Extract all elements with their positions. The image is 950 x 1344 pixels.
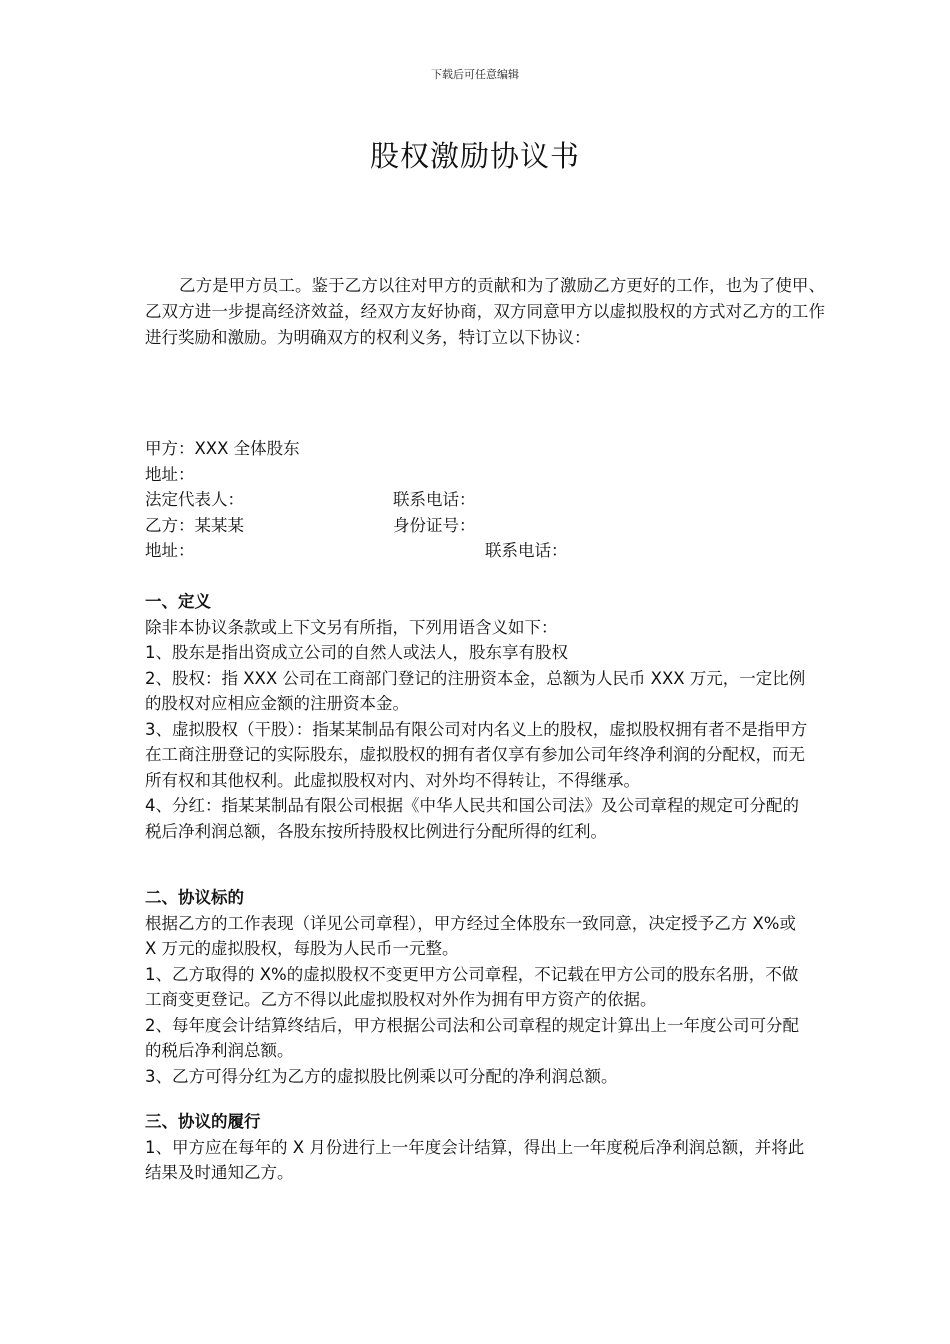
section-paragraph: 2、每年度会计结算终结后，甲方根据公司法和公司章程的规定计算出上一年度公司可分配的税后净利润总额。 — [145, 1015, 799, 1060]
section-paragraph: 1、甲方应在每年的 X 月份进行上一年度会计结算，得出上一年度税后净利润总额，并将此结果及时通知乙方。 — [145, 1137, 805, 1182]
legal-rep-line — [145, 487, 825, 513]
section-heading: 三、协议的履行 — [145, 1112, 261, 1131]
document-title: 股权激励协议书 — [369, 139, 580, 173]
id-number-label: 身份证号： — [393, 515, 476, 535]
preamble-paragraph: 乙方是甲方员工。鉴于乙方以往对甲方的贡献和为了激励乙方更好的工作，也为了使甲、乙双方进一步提高经济效益，经双方友好协商，双方同意甲方以虚拟股权的方式对乙方的工作进行奖励和激励。为明确双方的权利义务，特订立以下协议： — [145, 276, 825, 347]
section-paragraph: 3、虚拟股权（干股）：指某某制品有限公司对内名义上的股权，虚拟股权拥有者不是指甲方在工商注册登记的实际股东，虚拟股权的拥有者仅享有参加公司年终净利润的分配权，而无所有权和其他权利。此虚拟股权对内、对外均不得转让，不得继承。 — [145, 719, 808, 790]
section-paragraph: 2、股权：指 XXX 公司在工商部门登记的注册资本金，总额为人民币 XXX 万元，一定比例的股权对应相应金额的注册资本金。 — [145, 668, 806, 713]
party-b-phone-label: 联系电话： — [485, 541, 568, 560]
section-paragraph: 除非本协议条款或上下文另有所指，下列用语含义如下： — [145, 617, 558, 637]
section-performance — [145, 1109, 810, 1186]
party-a-line — [145, 436, 825, 462]
party-a-phone-label: 联系电话： — [393, 490, 476, 509]
section-paragraph: 根据乙方的工作表现（详见公司章程），甲方经过全体股东一致同意，决定授予乙方 X%或 X 万元的虚拟股权，每股为人民币一元整。 — [145, 913, 796, 958]
party-a-address-line — [145, 462, 825, 488]
legal-rep-label: 法定代表人： — [145, 490, 244, 509]
section-subject — [145, 885, 810, 1089]
section-heading: 二、协议标的 — [145, 888, 244, 907]
party-b-line — [145, 513, 825, 539]
party-a-label: 甲方：XXX 全体股东 — [145, 439, 300, 458]
party-b-label: 乙方：某某某 — [145, 515, 244, 535]
section-paragraph: 1、乙方取得的 X%的虚拟股权不变更甲方公司章程，不记载在甲方公司的股东名册，不做工商变更登记。乙方不得以此虚拟股权对外作为拥有甲方资产的依据。 — [145, 964, 799, 1009]
section-paragraph: 4、分红：指某某制品有限公司根据《中华人民共和国公司法》及公司章程的规定可分配的税后净利润总额，各股东按所持股权比例进行分配所得的红利。 — [145, 796, 799, 841]
section-definitions — [145, 589, 810, 844]
party-a-address-label: 地址： — [145, 464, 195, 484]
party-b-address-line — [145, 538, 825, 564]
section-heading: 一、定义 — [145, 592, 211, 611]
header-note: 下载后可任意编辑 — [431, 68, 519, 81]
section-paragraph: 3、乙方可得分红为乙方的虚拟股比例乘以可分配的净利润总额。 — [145, 1066, 618, 1086]
party-b-address-label: 地址： — [145, 541, 195, 560]
party-info-block — [145, 436, 825, 564]
section-paragraph: 1、股东是指出资成立公司的自然人或法人，股东享有股权 — [145, 643, 568, 662]
